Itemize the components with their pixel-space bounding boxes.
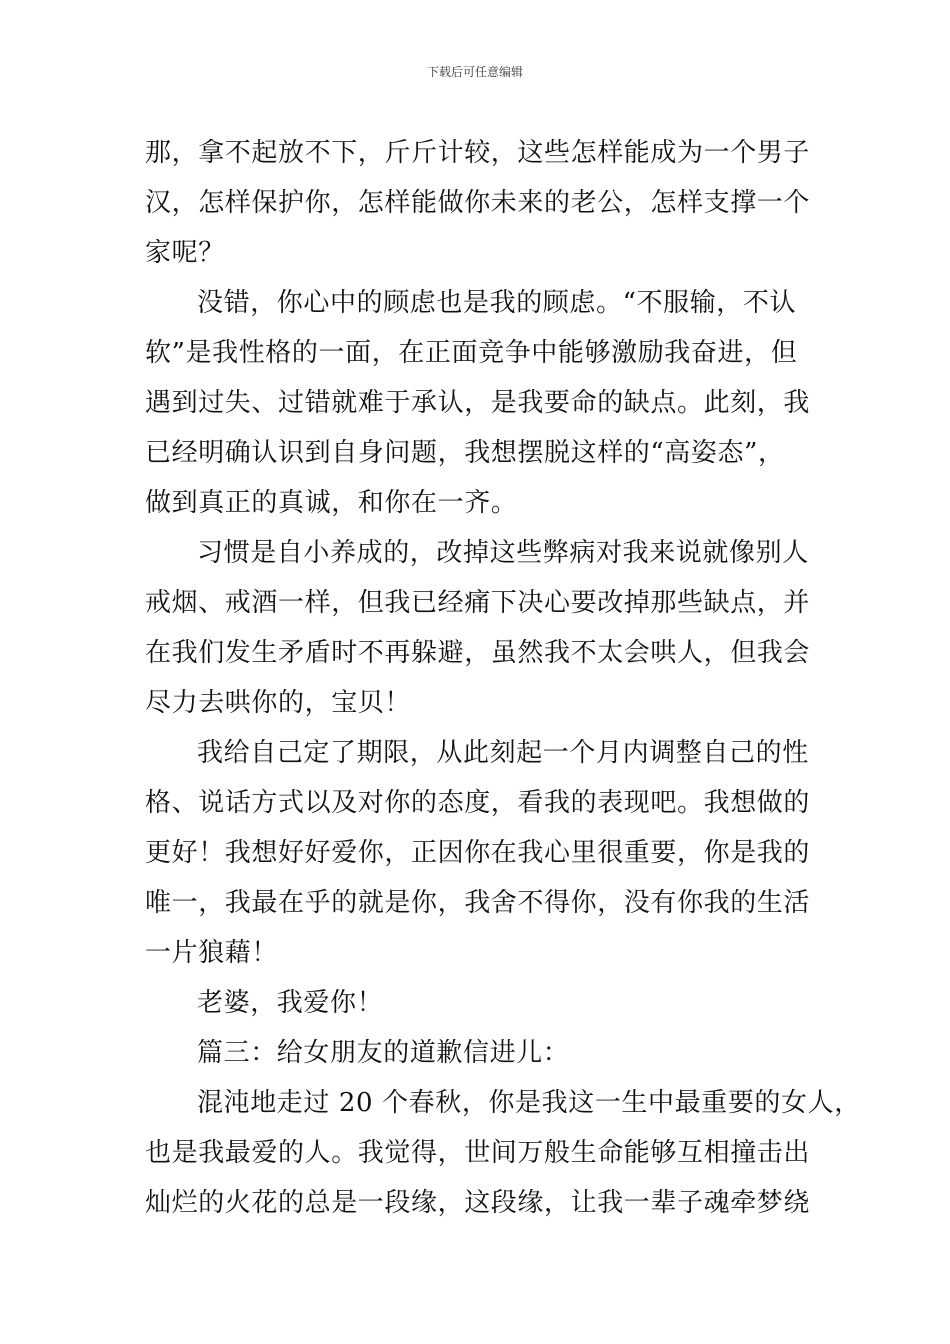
text-line: 篇三：给女朋友的道歉信进儿： <box>197 1038 570 1068</box>
text-line: 习惯是自小养成的，改掉这些弊病对我来说就像别人 <box>197 538 809 568</box>
text-line: 家呢？ <box>145 238 225 268</box>
text-line: 我给自己定了期限，从此刻起一个月内调整自己的性 <box>197 738 809 768</box>
text-line: 混沌地走过 20 个春秋，你是我这一生中最重要的女人， <box>197 1088 861 1118</box>
text-line: 在我们发生矛盾时不再躲避，虽然我不太会哄人，但我会 <box>145 638 811 668</box>
text-line: 灿烂的火花的总是一段缘，这段缘，让我一辈子魂牵梦绕 <box>145 1188 811 1218</box>
text-line: 也是我最爱的人。我觉得，世间万般生命能够互相撞击出 <box>145 1138 811 1168</box>
page-header: 下载后可任意编辑 <box>426 65 523 79</box>
text-line: 格、说话方式以及对你的态度，看我的表现吧。我想做的 <box>145 788 811 818</box>
text-line: 做到真正的真诚，和你在一齐。 <box>145 488 518 518</box>
text-line: 一片狼藉！ <box>145 938 279 968</box>
text-line: 那，拿不起放不下，斤斤计较，这些怎样能成为一个男子 <box>145 138 811 168</box>
text-line: 已经明确认识到自身问题，我想摆脱这样的“高姿态”， <box>145 438 785 468</box>
text-line: 戒烟、戒酒一样，但我已经痛下决心要改掉那些缺点，并 <box>145 588 811 618</box>
text-line: 遇到过失、过错就难于承认，是我要命的缺点。此刻，我 <box>145 388 811 418</box>
paragraph-3 <box>145 528 815 728</box>
text-line: 没错，你心中的顾虑也是我的顾虑。“不服输，不认 <box>197 288 797 318</box>
text-line: 更好！我想好好爱你，正因你在我心里很重要，你是我的 <box>145 838 811 868</box>
text-line: 汉，怎样保护你，怎样能做你未来的老公，怎样支撑一个 <box>145 188 811 218</box>
text-line: 尽力去哄你的，宝贝！ <box>145 688 412 718</box>
document-body <box>145 128 861 1228</box>
section-heading <box>145 1028 815 1078</box>
text-line: 唯一，我最在乎的就是你，我舍不得你，没有你我的生活 <box>145 888 811 918</box>
paragraph-7 <box>145 1078 861 1228</box>
text-line: 软”是我性格的一面，在正面竞争中能够激励我奋进，但 <box>145 338 798 368</box>
text-line: 老婆，我爱你！ <box>197 988 384 1018</box>
paragraph-2 <box>145 278 815 528</box>
paragraph-1 <box>145 128 815 278</box>
paragraph-5 <box>145 978 815 1028</box>
paragraph-4 <box>145 728 815 978</box>
